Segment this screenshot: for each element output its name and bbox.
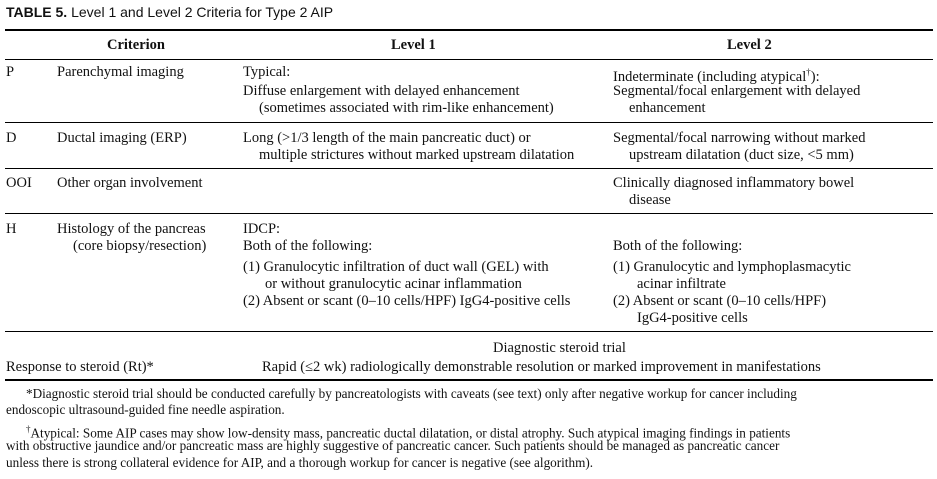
table-title: [6, 4, 333, 20]
row-criterion: Ductal imaging (ERP): [57, 130, 187, 146]
level1-line: Typical:: [243, 64, 291, 80]
steroid-label: Response to steroid (Rt)*: [6, 359, 154, 375]
level2-line: disease: [629, 192, 671, 208]
row-criterion: (core biopsy/resection): [73, 238, 207, 254]
row-code: H: [6, 221, 17, 237]
level2-line: Clinically diagnosed inflammatory bowel: [613, 175, 855, 191]
level2-line: acinar infiltrate: [637, 276, 726, 292]
row-code: OOI: [6, 175, 32, 191]
level2-line: (2) Absent or scant (0–10 cells/HPF): [613, 293, 827, 309]
dagger-mark: †: [26, 424, 31, 434]
level2-line: Segmental/focal narrowing without marked: [613, 130, 866, 146]
dagger-mark: †: [806, 67, 811, 77]
level1-line: multiple strictures without marked upstream dilatation: [259, 147, 575, 163]
row-code: D: [6, 130, 17, 146]
level1-line: Diffuse enlargement with delayed enhancement: [243, 83, 520, 99]
steroid-heading: Diagnostic steroid trial: [493, 340, 626, 356]
level1-line: (1) Granulocytic infiltration of duct wall (GEL) with: [243, 259, 549, 275]
level2-line: Both of the following:: [613, 238, 743, 254]
level2-line: Indeterminate (including atypical†):: [613, 67, 820, 85]
bottom-rule: [5, 379, 933, 381]
top-rule: [5, 29, 933, 31]
row-criterion: Histology of the pancreas: [57, 221, 206, 237]
level1-line: IDCP:: [243, 221, 281, 237]
level1-line: Long (>1/3 length of the main pancreatic duct) or: [243, 130, 531, 146]
header-rule: [5, 59, 933, 60]
row-criterion: Other organ involvement: [57, 175, 203, 191]
row-rule: [5, 213, 933, 214]
header-criterion: Criterion: [107, 37, 165, 53]
level2-line: upstream dilatation (duct size, <5 mm): [629, 147, 854, 163]
level2-line: Segmental/focal enlargement with delayed: [613, 83, 861, 99]
table-number: TABLE 5.: [6, 4, 68, 20]
level1-line: (2) Absent or scant (0–10 cells/HPF) IgG4-positive cells: [243, 293, 571, 309]
level1-line: Both of the following:: [243, 238, 373, 254]
level2-line: (1) Granulocytic and lymphoplasmacytic: [613, 259, 851, 275]
level2-line: IgG4-positive cells: [637, 310, 748, 326]
header-level1: Level 1: [391, 37, 436, 53]
row-rule: [5, 122, 933, 123]
table-caption: Level 1 and Level 2 Criteria for Type 2 AIP: [71, 4, 334, 20]
row-code: P: [6, 64, 15, 80]
row-rule: [5, 331, 933, 332]
row-criterion: Parenchymal imaging: [57, 64, 184, 80]
level1-line: (sometimes associated with rim-like enhancement): [259, 100, 554, 116]
header-level2: Level 2: [727, 37, 772, 53]
steroid-text: Rapid (≤2 wk) radiologically demonstrable resolution or marked improvement in manifestations: [262, 359, 821, 375]
row-rule: [5, 168, 933, 169]
level2-line: enhancement: [629, 100, 706, 116]
level1-line: or without granulocytic acinar inflammation: [265, 276, 522, 292]
